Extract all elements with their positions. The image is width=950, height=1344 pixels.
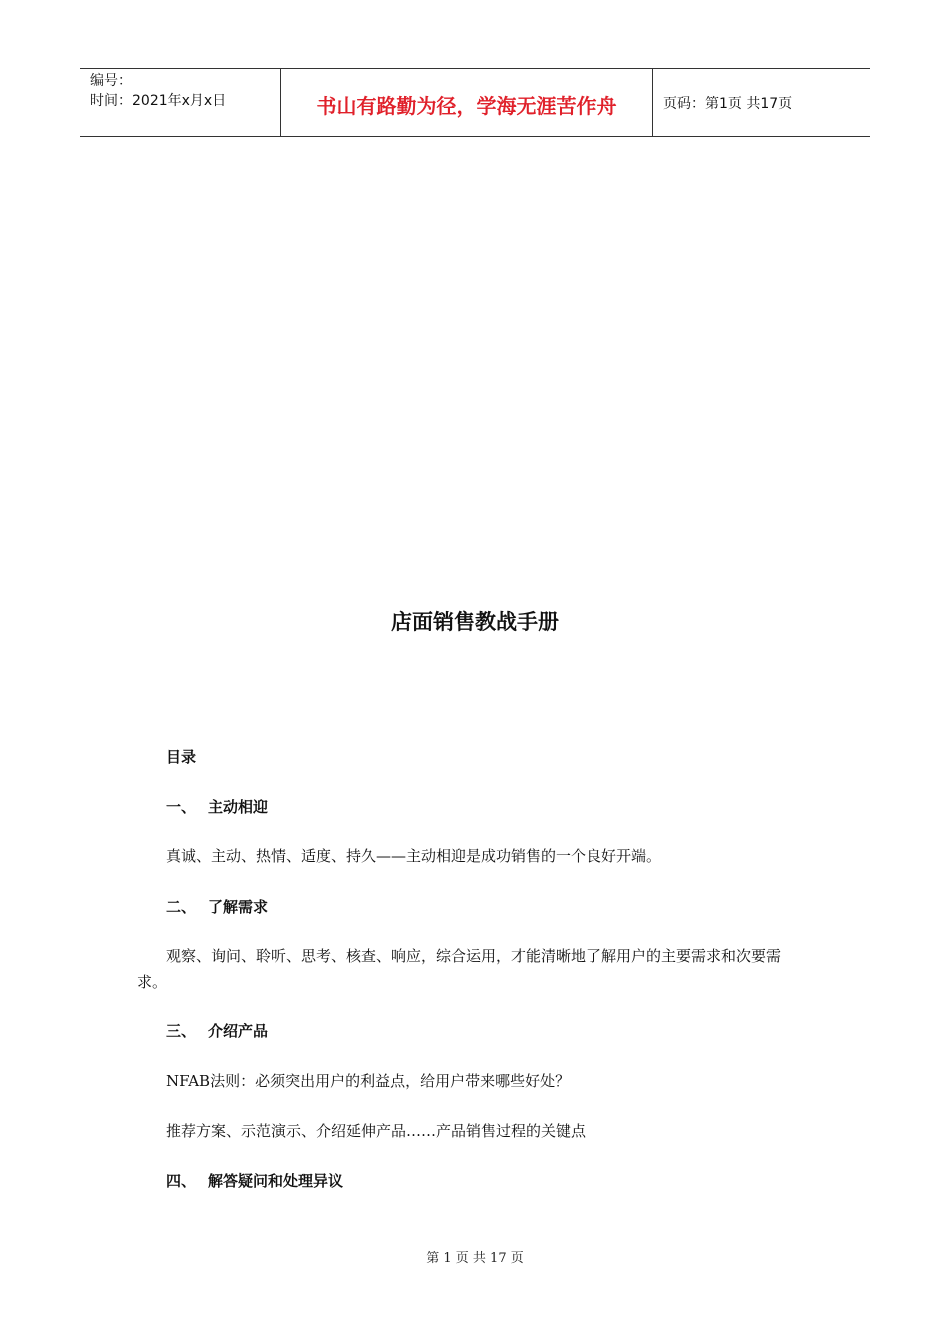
- section-heading: [137, 1020, 268, 1041]
- section-title: 主动相迎: [208, 798, 269, 816]
- section-number: 一、: [166, 798, 197, 816]
- section-heading: [137, 796, 268, 817]
- header-meta: [80, 69, 280, 136]
- section-paragraph: NFAB法则：必须突出用户的利益点，给用户带来哪些好处？: [166, 1072, 571, 1090]
- document-title: 店面销售教战手册: [391, 610, 559, 634]
- document-date: 时间：2021年x月x日: [90, 93, 227, 109]
- section-number: 二、: [166, 898, 197, 916]
- toc-label: 目录: [166, 748, 197, 766]
- page-header: [80, 68, 870, 137]
- section-title: 了解需求: [208, 898, 269, 916]
- section-heading: [137, 1170, 343, 1191]
- section-title: 介绍产品: [208, 1022, 269, 1040]
- page-footer: 第 1 页 共 17 页: [426, 1251, 524, 1266]
- document-code-label: 编号：: [90, 73, 132, 89]
- section-heading: [137, 896, 268, 917]
- section-title: 解答疑问和处理异议: [208, 1172, 344, 1190]
- section-paragraph: 观察、询问、聆听、思考、核查、响应，综合运用，才能清晰地了解用户的主要需求和次要需求。: [137, 947, 782, 991]
- header-page-info: 页码：第1页 共17页: [663, 95, 793, 112]
- section-number: 四、: [166, 1172, 197, 1190]
- section-paragraph: 推荐方案、示范演示、介绍延伸产品……产品销售过程的关键点: [166, 1122, 587, 1140]
- header-motto: 书山有路勤为径，学海无涯苦作舟: [280, 69, 653, 136]
- section-number: 三、: [166, 1022, 197, 1040]
- section-paragraph: 真诚、主动、热情、适度、持久——主动相迎是成功销售的一个良好开端。: [166, 847, 662, 865]
